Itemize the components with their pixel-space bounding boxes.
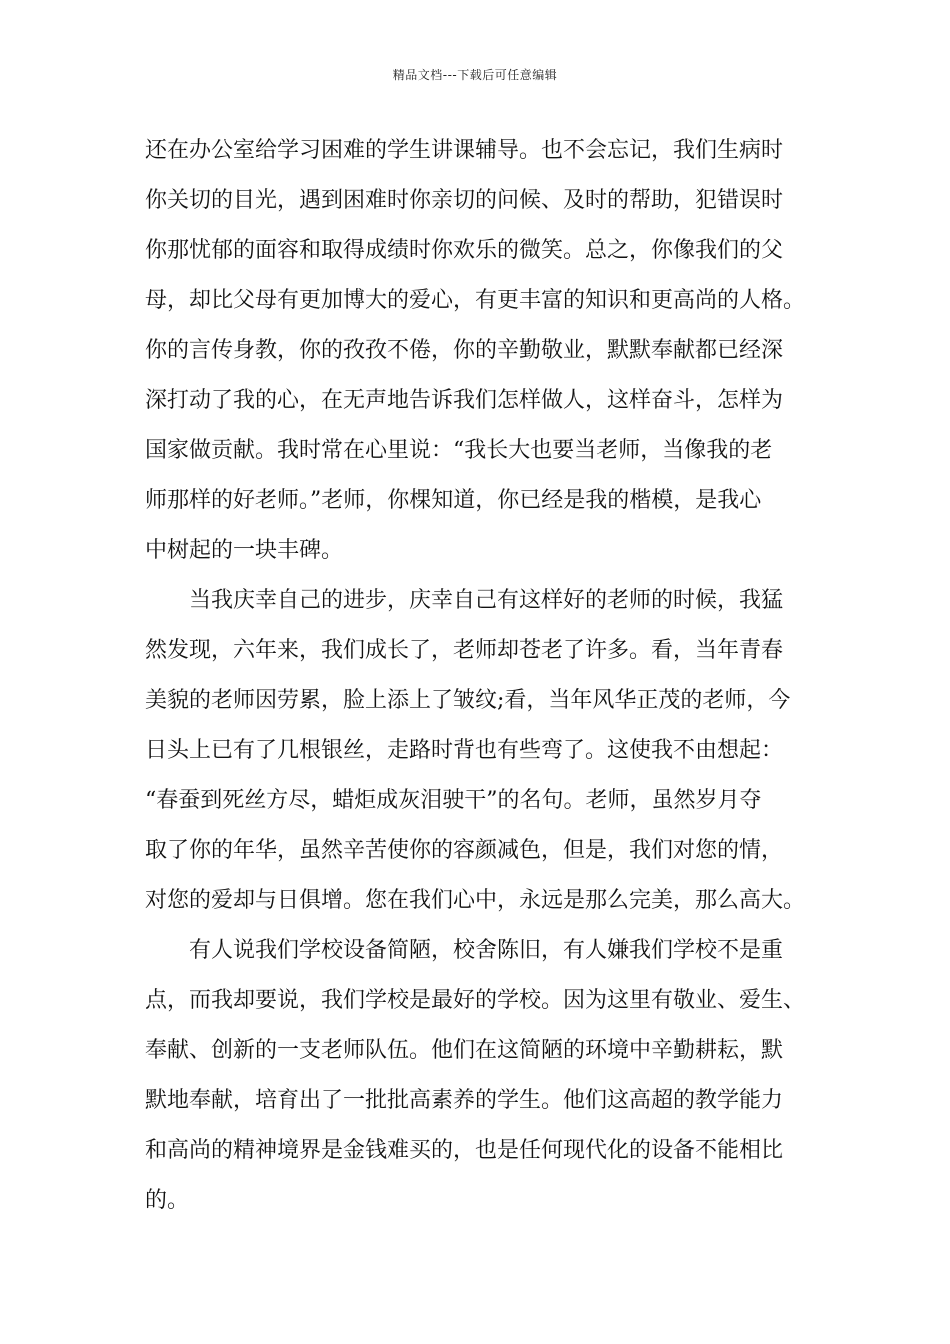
text-line: 你关切的目光，遇到困难时你亲切的问候、及时的帮助，犯错误时 xyxy=(145,188,784,213)
text-line: 师那样的好老师。”老师，你棵知道，你已经是我的楷模，是我心 xyxy=(145,488,762,513)
text-line: 母，却比父母有更加博大的爱心，有更丰富的知识和更高尚的人格。 xyxy=(145,288,806,313)
text-line: 美貌的老师因劳累，脸上添上了皱纹;看，当年风华正茂的老师，今 xyxy=(145,688,791,713)
text-line: “春蚕到死丝方尽，蜡炬成灰泪驶干”的名句。老师，虽然岁月夺 xyxy=(145,788,762,813)
text-line: 然发现，六年来，我们成长了，老师却苍老了许多。看，当年青春 xyxy=(145,638,784,663)
text-line: 点，而我却要说，我们学校是最好的学校。因为这里有敬业、爱生、 xyxy=(145,988,806,1013)
text-line: 还在办公室给学习困难的学生讲课辅导。也不会忘记，我们生病时 xyxy=(145,138,784,163)
document-body xyxy=(145,131,835,1231)
text-line: 深打动了我的心，在无声地告诉我们怎样做人，这样奋斗，怎样为 xyxy=(145,388,784,413)
text-line: 国家做贡献。我时常在心里说：“我长大也要当老师，当像我的老 xyxy=(145,438,773,463)
text-line: 默地奉献，培育出了一批批高素养的学生。他们这高超的教学能力 xyxy=(145,1088,784,1113)
text-line: 的。 xyxy=(145,1188,190,1213)
text-line: 中树起的一块丰碑。 xyxy=(145,538,344,563)
text-line: 日头上已有了几根银丝，走路时背也有些弯了。这使我不由想起： xyxy=(145,738,784,763)
text-line: 和高尚的精神境界是金钱难买的，也是任何现代化的设备不能相比 xyxy=(145,1138,784,1163)
text-line: 你的言传身教，你的孜孜不倦，你的辛勤敬业，默默奉献都已经深 xyxy=(145,338,784,363)
text-line: 取了你的年华，虽然辛苦使你的容颜减色，但是，我们对您的情， xyxy=(145,838,784,863)
page-header: 精品文档---下载后可任意编辑 xyxy=(392,68,558,82)
text-line: 奉献、创新的一支老师队伍。他们在这简陋的环境中辛勤耕耘，默 xyxy=(145,1038,784,1063)
paragraph-first-line: 当我庆幸自己的进步，庆幸自己有这样好的老师的时候，我猛 xyxy=(189,588,784,613)
text-line: 对您的爱却与日俱增。您在我们心中，永远是那么完美，那么高大。 xyxy=(145,888,806,913)
text-line: 你那忧郁的面容和取得成绩时你欢乐的微笑。总之，你像我们的父 xyxy=(145,238,784,263)
paragraph-first-line: 有人说我们学校设备简陋，校舍陈旧，有人嫌我们学校不是重 xyxy=(189,938,784,963)
